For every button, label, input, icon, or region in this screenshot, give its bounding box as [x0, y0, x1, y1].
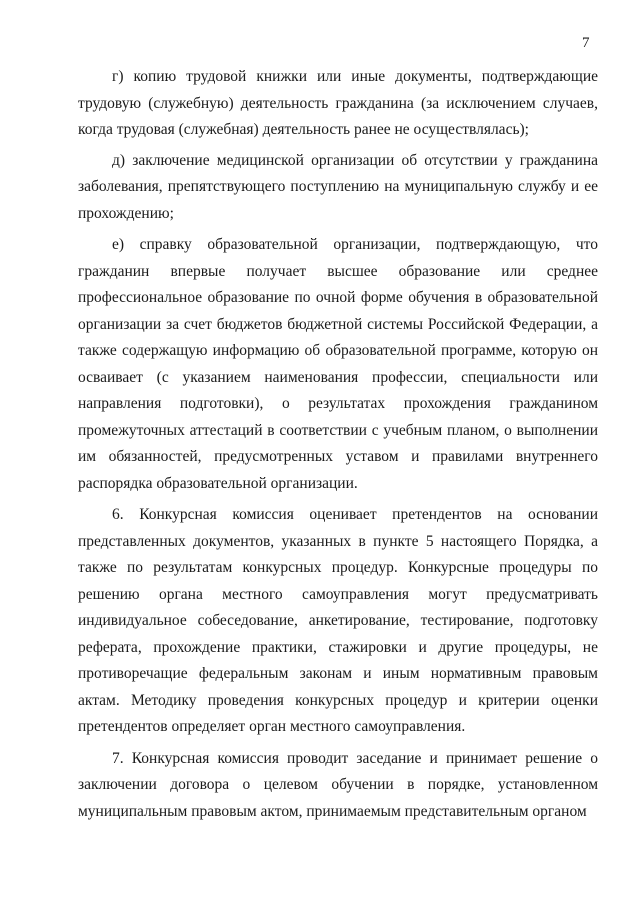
- paragraph-clause-6: 6. Конкурсная комиссия оценивает претендентов на основании представленных документов, указанных в пункте 5 настоящего Порядка, а также по результатам конкурсных процедур. Конкурсные процедуры по решению органа местного самоуправления могут предусматривать индивидуальное собеседование, анкетирование, тестирование, подготовку реферата, прохождение практики, стажировки и другие процедуры, не противоречащие федеральным законам и иным нормативным правовым актам. Методику проведения конкурсных процедур и критерии оценки претендентов определяет орган местного самоуправления.: [78, 506, 598, 735]
- paragraph-item-e: е) справку образовательной организации, подтверждающую, что гражданин впервые получает высшее образование или среднее профессиональное образование по очной форме обучения в образовательной организации за счет бюджетов бюджетной системы Российской Федерации, а также содержащую информацию об образовательной программе, которую он осваивает (с указанием наименования профессии, специальности или направления подготовки), о результатах прохождения гражданином промежуточных аттестаций в соответствии с учебным планом, о выполнении им обязанностей, предусмотренных уставом и правилами внутреннего распорядка образовательной организации.: [78, 236, 598, 492]
- document-body: [78, 64, 598, 825]
- paragraph-item-g: г) копию трудовой книжки или иные документы, подтверждающие трудовую (служебную) деятельность гражданина (за исключением случаев, когда трудовая (служебная) деятельность ранее не осуществлялась);: [78, 68, 598, 138]
- paragraph-clause-7: 7. Конкурсная комиссия проводит заседание и принимает решение о заключении договора о целевом обучении в порядке, установленном муниципальным правовым актом, принимаемым представительным органом: [78, 749, 598, 820]
- page-number: 7: [582, 35, 590, 51]
- paragraph-item-d: д) заключение медицинской организации об отсутствии у гражданина заболевания, препятствующего поступлению на муниципальную службу и ее прохождению;: [78, 151, 598, 222]
